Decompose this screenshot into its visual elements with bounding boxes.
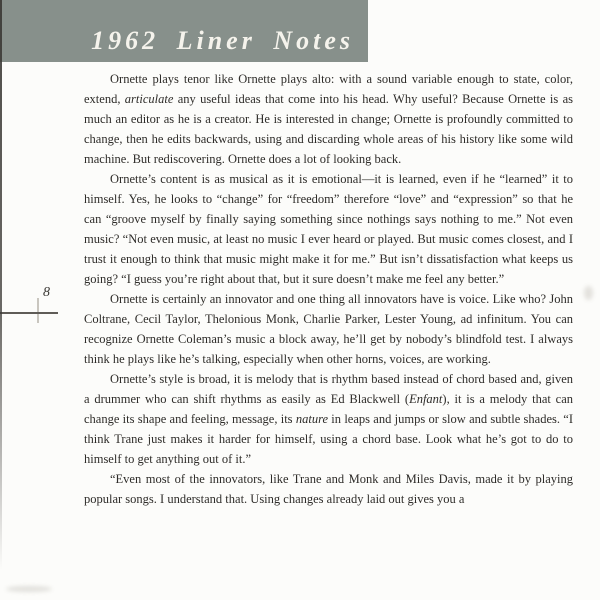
- scan-smudge: [584, 286, 593, 300]
- page-number: 8: [43, 285, 50, 300]
- page-title: 1962 Liner Notes: [91, 26, 354, 55]
- body-text: [84, 69, 573, 509]
- paragraph: Ornette’s content is as musical as it is emotional—it is learned, even if he “learned” it to himself. Yes, he looks to “change” for “freedom” therefore “love” and “expression” so that he can “groove myself by finally saying something since nothings says nothing to me.” Not even music? “Not even music, at least no music I ever heard or played. But music comes closest, and I trust it enough to think that music might make it for me.” But isn’t dissatisfaction what keeps us going? “I guess you’re right about that, but it sure doesn’t make me feel any better.”: [84, 172, 573, 286]
- paragraph: “Even most of the innovators, like Trane and Monk and Miles Davis, made it by playing popular songs. I understand that. Using changes already laid out gives you a: [84, 472, 573, 506]
- scan-left-edge-line: [0, 0, 2, 570]
- page-number-rule: [0, 312, 58, 314]
- header-banner: [0, 0, 368, 62]
- page-number-tick: [37, 298, 39, 323]
- paragraph: Ornette is certainly an innovator and one thing all innovators have is voice. Like who? John Coltrane, Cecil Taylor, Thelonious Monk, Charlie Parker, Lester Young, ad infinitum. You can recognize Ornette Coleman’s music a block away, he’ll get by nobody’s blindfold test. I always think he plays like he’s talking, especially when other horns, voices, are working.: [84, 292, 573, 366]
- scan-smudge: [6, 586, 52, 592]
- paragraph: Ornette plays tenor like Ornette plays alto: with a sound variable enough to state, color, extend, articulate any useful ideas that come into his head. Why useful? Because Ornette is as much an editor as he is a creator. He is interested in change; Ornette is profoundly committed to change, then he edits backwards, using and discarding whole areas of his history like some wild machine. But rediscovering. Ornette does a lot of looking back.: [84, 72, 573, 166]
- paragraph: Ornette’s style is broad, it is melody that is rhythm based instead of chord based and, given a drummer who can shift rhythms as easily as Ed Blackwell (Enfant), it is a melody that can change its shape and feeling, message, its nature in leaps and jumps or slow and subtle shades. “I think Trane just makes it harder for himself, using a chord base. Look what he’s got to do to himself to get anything out of it.”: [84, 372, 574, 466]
